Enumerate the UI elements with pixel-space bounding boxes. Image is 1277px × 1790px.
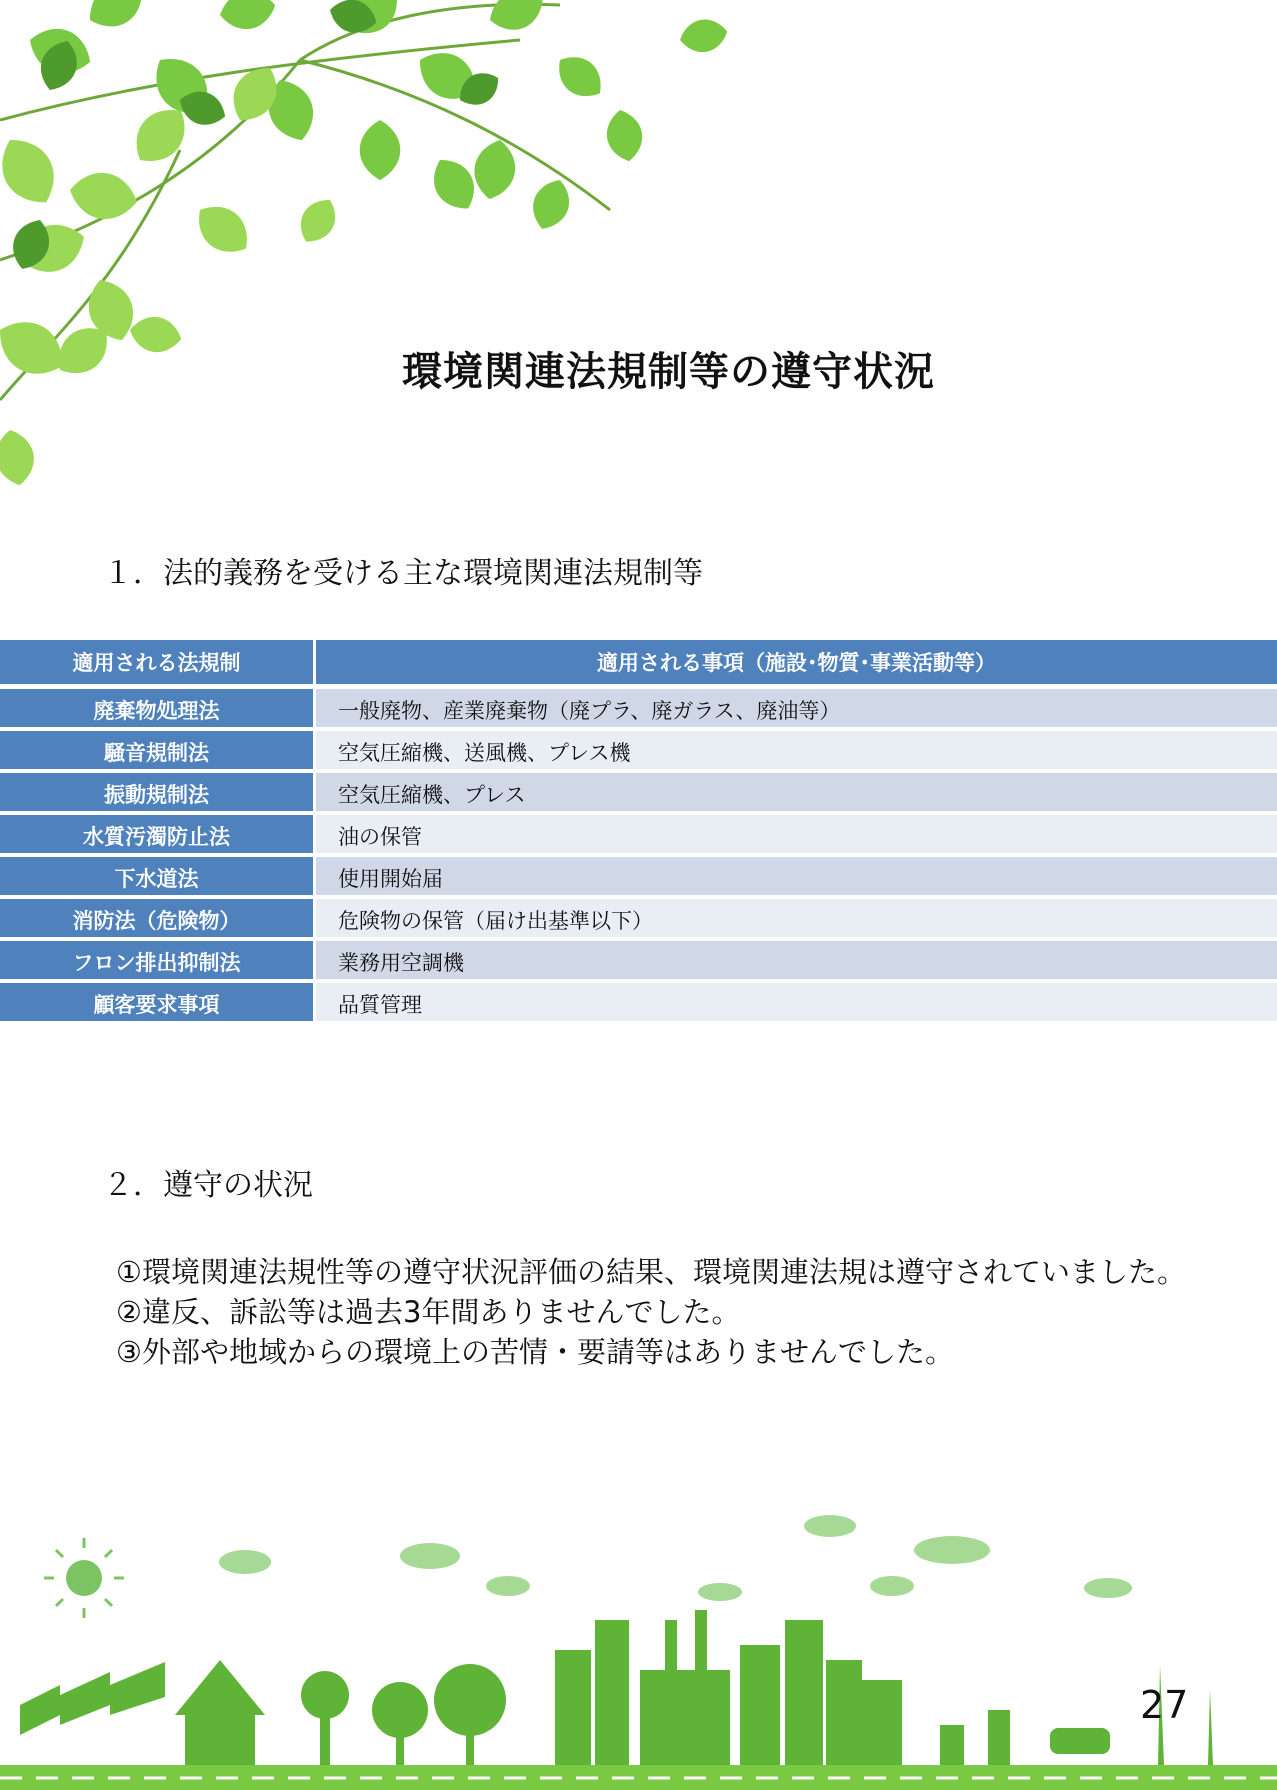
header-law: 適用される法規制 bbox=[0, 640, 316, 689]
item-cell: 業務用空調機 bbox=[316, 941, 1277, 983]
item-cell: 一般廃物、産業廃棄物（廃プラ、廃ガラス、廃油等） bbox=[316, 689, 1277, 731]
compliance-status-list bbox=[116, 1252, 1186, 1372]
law-cell: 騒音規制法 bbox=[0, 731, 316, 773]
law-cell: 消防法（危険物） bbox=[0, 899, 316, 941]
item-cell: 使用開始届 bbox=[316, 857, 1277, 899]
regulation-table bbox=[0, 640, 1277, 1025]
table-header-row bbox=[0, 640, 1277, 689]
table-row bbox=[0, 689, 1277, 731]
table-row bbox=[0, 815, 1277, 857]
page-number: 27 bbox=[1140, 1683, 1189, 1727]
law-cell: 廃棄物処理法 bbox=[0, 689, 316, 731]
item-cell: 危険物の保管（届け出基準以下） bbox=[316, 899, 1277, 941]
status-item: ③外部や地域からの環境上の苦情・要請等はありませんでした。 bbox=[116, 1335, 954, 1369]
page-title: 環境関連法規制等の遵守状況 bbox=[402, 349, 935, 395]
table-row bbox=[0, 731, 1277, 773]
table-row bbox=[0, 857, 1277, 899]
law-cell: 水質汚濁防止法 bbox=[0, 815, 316, 857]
item-cell: 空気圧縮機、送風機、プレス機 bbox=[316, 731, 1277, 773]
table-row bbox=[0, 941, 1277, 983]
status-item: ②違反、訴訟等は過去3年間ありませんでした。 bbox=[116, 1295, 741, 1329]
item-cell: 品質管理 bbox=[316, 983, 1277, 1025]
table-row bbox=[0, 899, 1277, 941]
eco-city-illustration bbox=[0, 1500, 1277, 1790]
table-row bbox=[0, 773, 1277, 815]
table-row bbox=[0, 983, 1277, 1025]
header-item: 適用される事項（施設･物質･事業活動等） bbox=[316, 640, 1277, 689]
item-cell: 空気圧縮機、プレス bbox=[316, 773, 1277, 815]
leaves-decoration bbox=[0, 0, 830, 540]
status-item: ①環境関連法規性等の遵守状況評価の結果、環境関連法規は遵守されていました。 bbox=[116, 1255, 1186, 1289]
sun-icon bbox=[44, 1538, 124, 1618]
law-cell: フロン排出抑制法 bbox=[0, 941, 316, 983]
section-2-heading: ２．遵守の状況 bbox=[103, 1168, 313, 1203]
law-cell: 顧客要求事項 bbox=[0, 983, 316, 1025]
law-cell: 下水道法 bbox=[0, 857, 316, 899]
law-cell: 振動規制法 bbox=[0, 773, 316, 815]
section-1-heading: １．法的義務を受ける主な環境関連法規制等 bbox=[103, 556, 703, 591]
item-cell: 油の保管 bbox=[316, 815, 1277, 857]
